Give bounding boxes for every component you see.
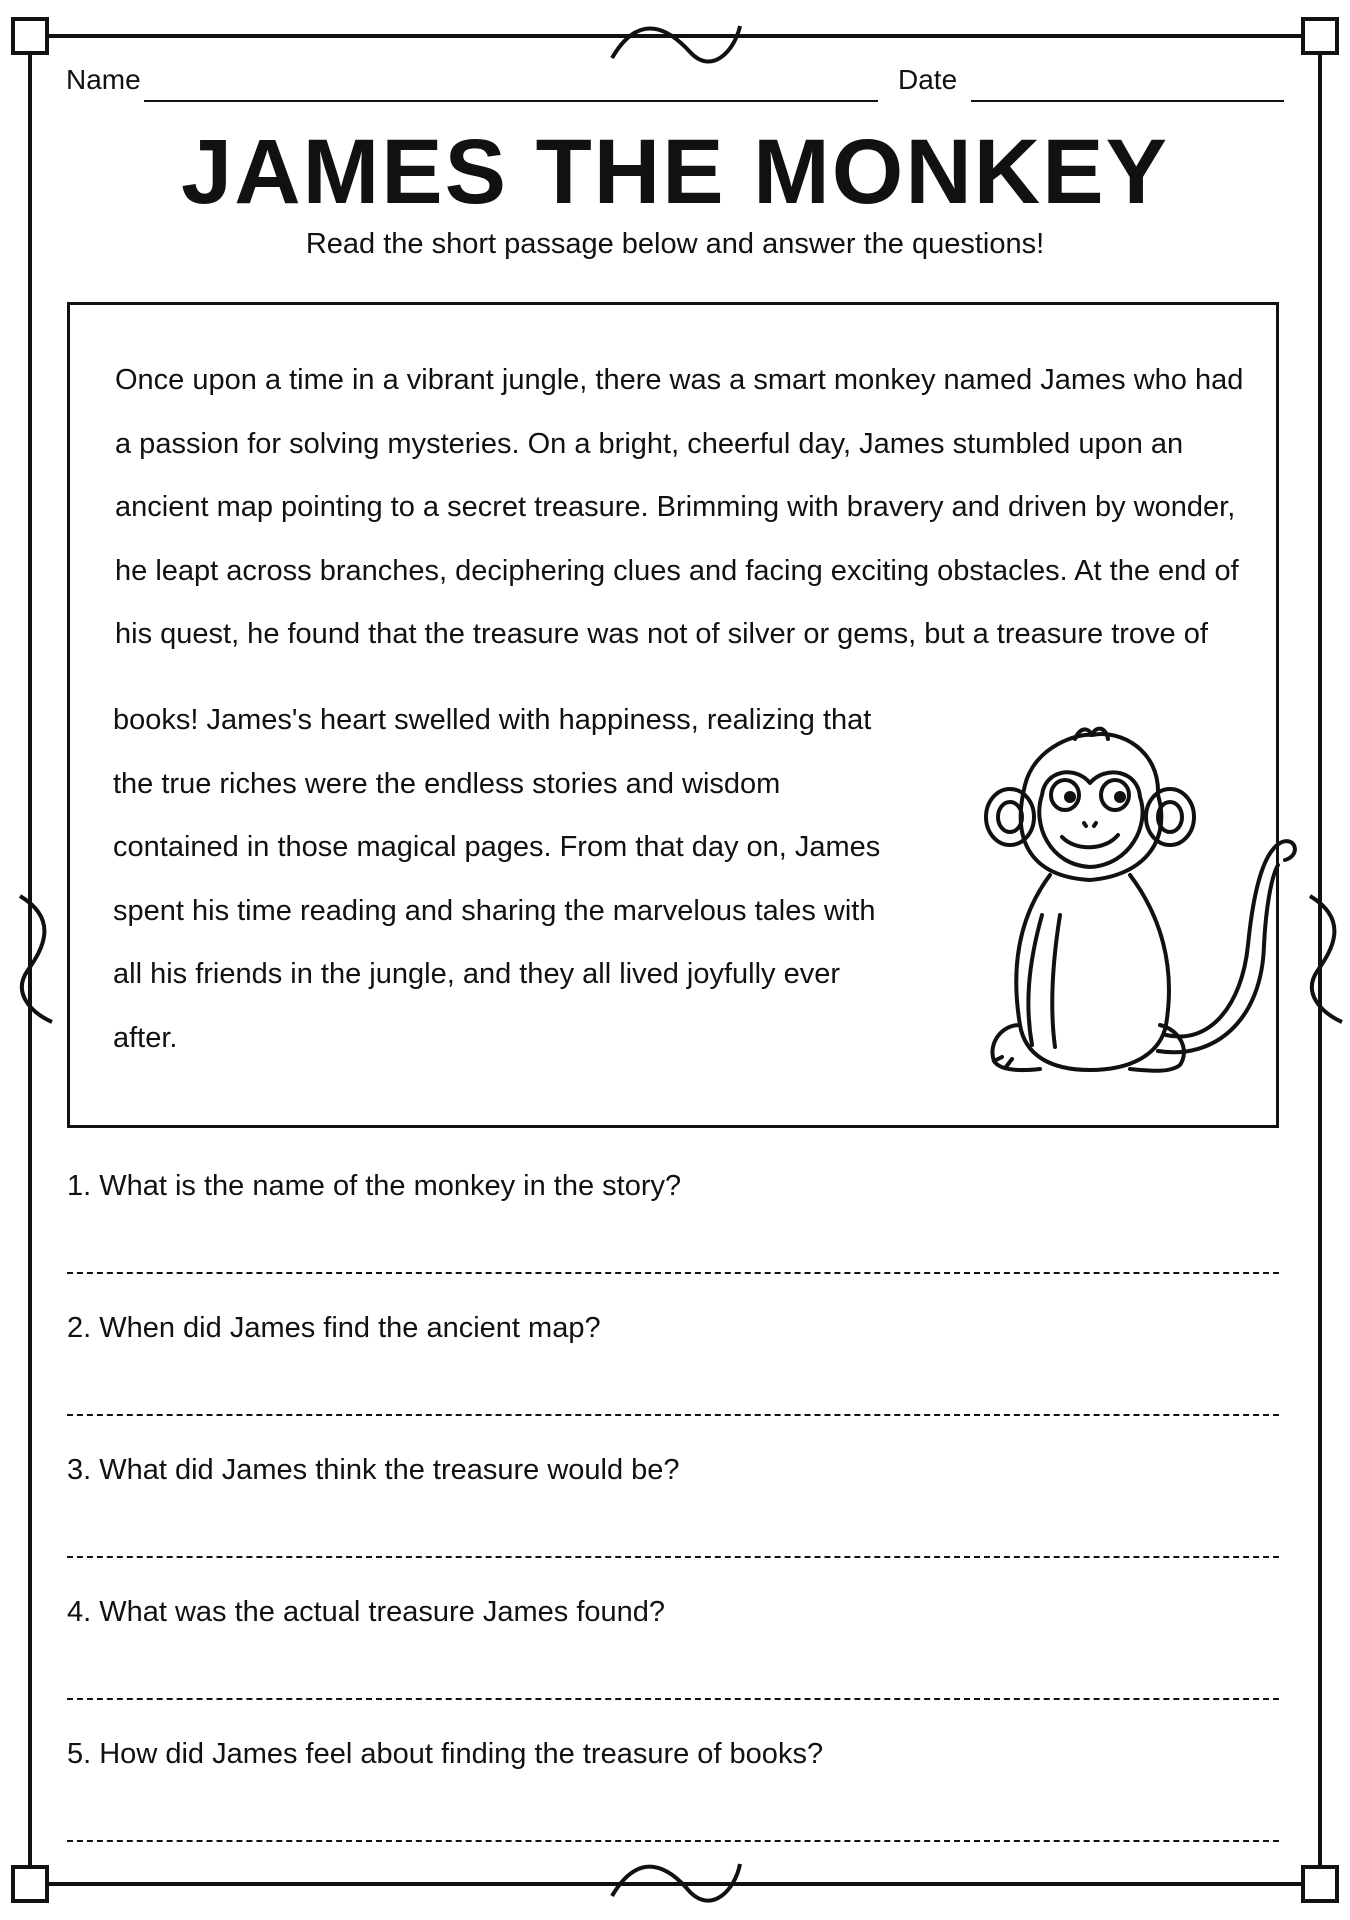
squiggle-ornament-icon bbox=[1310, 896, 1342, 1022]
question-4: 4. What was the actual treasure James found? bbox=[67, 1596, 666, 1628]
corner-square-icon bbox=[13, 1867, 47, 1901]
squiggle-ornament-icon bbox=[612, 26, 740, 62]
name-date-line bbox=[66, 64, 1284, 104]
story-paragraph-top: Once upon a time in a vibrant jungle, there was a smart monkey named James who had a passion for solving mysteries. On a bright, cheerful day, James stumbled upon an ancient map pointing to a secret treasure. Brimming with bravery and driven by wonder, he leapt across branches, deciphering clues and facing exciting obstacles. At the end of his quest, he found that the treasure was not of silver or gems, but a treasure trove of bbox=[115, 364, 1244, 650]
worksheet-title: JAMES THE MONKEY bbox=[181, 121, 1169, 223]
corner-square-icon bbox=[13, 19, 47, 53]
worksheet-instructions: Read the short passage below and answer the questions! bbox=[305, 228, 1045, 260]
story-paragraph-bottom: books! James's heart swelled with happiness, realizing that the true riches were the endless stories and wisdom contained in those magical pages. From that day on, James spent his time reading and sharing the marvelous tales with all his friends in the jungle, and they all lived joyfully ever after. bbox=[113, 704, 881, 1054]
answer-line-3[interactable] bbox=[67, 1556, 1279, 1558]
question-5: 5. How did James feel about finding the treasure of books? bbox=[67, 1738, 824, 1770]
answer-line-2[interactable] bbox=[67, 1414, 1279, 1416]
corner-square-icon bbox=[1303, 19, 1337, 53]
squiggle-ornament-icon bbox=[20, 896, 52, 1022]
story-passage-box bbox=[67, 302, 1279, 1128]
corner-square-icon bbox=[1303, 1867, 1337, 1901]
answer-line-4[interactable] bbox=[67, 1698, 1279, 1700]
question-2: 2. When did James find the ancient map? bbox=[67, 1312, 601, 1344]
name-label: Name bbox=[66, 64, 141, 95]
answer-line-1[interactable] bbox=[67, 1272, 1279, 1274]
name-input-line[interactable] bbox=[144, 100, 878, 102]
answer-line-5[interactable] bbox=[67, 1840, 1279, 1842]
date-label: Date bbox=[898, 64, 958, 95]
date-input-line[interactable] bbox=[971, 100, 1284, 102]
monkey-icon bbox=[980, 725, 1300, 1085]
question-3: 3. What did James think the treasure would be? bbox=[67, 1454, 680, 1486]
question-1: 1. What is the name of the monkey in the story? bbox=[67, 1170, 682, 1202]
